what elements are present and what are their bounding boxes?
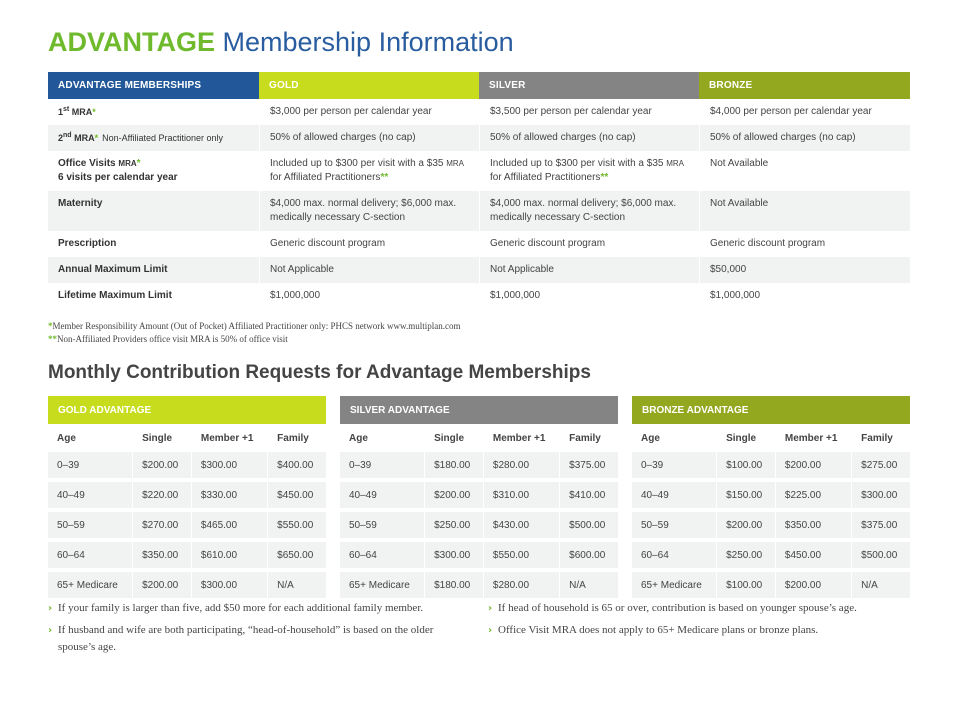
silver-cell: $310.00 <box>483 482 559 508</box>
silver-table-title: SILVER ADVANTAGE <box>340 396 618 424</box>
silver-cell: $600.00 <box>559 542 618 568</box>
chevron-right-icon: › <box>488 625 493 636</box>
silver-cell: $430.00 <box>483 512 559 538</box>
gold-column-header: Family <box>267 424 326 452</box>
gold-cell: $650.00 <box>267 542 326 568</box>
header-silver: SILVER <box>479 72 699 99</box>
table-row <box>632 482 910 508</box>
row-prescription-bronze: Generic discount program <box>699 231 910 257</box>
bronze-cell: $225.00 <box>775 482 851 508</box>
bronze-contribution-table <box>632 396 910 598</box>
gold-cell: 60–64 <box>48 542 132 568</box>
membership-header-row <box>48 72 910 99</box>
gold-cell: 50–59 <box>48 512 132 538</box>
silver-cell: 50–59 <box>340 512 424 538</box>
bronze-cell: $200.00 <box>775 572 851 598</box>
table-row <box>48 452 326 478</box>
table-row <box>632 452 910 478</box>
silver-cell: 0–39 <box>340 452 424 478</box>
footnote-2: **Non-Affiliated Providers office visit MRA is 50% of office visit <box>48 334 288 344</box>
footnotes <box>48 320 460 346</box>
chevron-right-icon: › <box>48 603 53 614</box>
silver-column-header: Single <box>424 424 483 452</box>
row-maternity-bronze: Not Available <box>699 191 910 231</box>
list-item: › If your family is larger than five, add $50 more for each additional family member. <box>48 600 448 617</box>
row-prescription <box>48 231 910 257</box>
table-row <box>48 572 326 598</box>
gold-cell: $550.00 <box>267 512 326 538</box>
silver-cell: $500.00 <box>559 512 618 538</box>
table-row <box>48 482 326 508</box>
silver-cell: 65+ Medicare <box>340 572 424 598</box>
bronze-cell: 40–49 <box>632 482 716 508</box>
gold-cell: $200.00 <box>132 572 191 598</box>
gold-cell: N/A <box>267 572 326 598</box>
gold-cell: $465.00 <box>191 512 267 538</box>
title-rest: Membership Information <box>222 27 514 57</box>
gold-cell: $220.00 <box>132 482 191 508</box>
gold-cell: $300.00 <box>191 572 267 598</box>
header-bronze: BRONZE <box>699 72 910 99</box>
bronze-cell: $275.00 <box>851 452 910 478</box>
bronze-column-header: Age <box>641 432 660 444</box>
silver-cell: N/A <box>559 572 618 598</box>
gold-header-row <box>48 396 326 424</box>
row-annual-bronze: $50,000 <box>699 257 910 283</box>
row-lifetime-label: Lifetime Maximum Limit <box>58 290 172 301</box>
silver-column-header: Age <box>349 432 368 444</box>
row-annual-max <box>48 257 910 283</box>
table-row <box>340 572 618 598</box>
footnote-1: *Member Responsibility Amount (Out of Pocket) Affiliated Practitioner only: PHCS network www.multiplan.com <box>48 321 461 331</box>
gold-column-header: Single <box>132 424 191 452</box>
row-mra1-gold: $3,000 per person per calendar year <box>259 99 479 125</box>
table-row <box>340 512 618 538</box>
table-row <box>340 482 618 508</box>
row-office-bronze: Not Available <box>699 151 910 191</box>
silver-cell: $410.00 <box>559 482 618 508</box>
bronze-cell: 0–39 <box>632 452 716 478</box>
row-maternity-gold: $4,000 max. normal delivery; $6,000 max. medically necessary C-section <box>259 191 479 231</box>
bronze-cell: $450.00 <box>775 542 851 568</box>
silver-cell: 40–49 <box>340 482 424 508</box>
row-prescription-gold: Generic discount program <box>259 231 479 257</box>
gold-cell: $300.00 <box>191 452 267 478</box>
row-mra1-label: 1st MRA* <box>58 106 96 117</box>
row-prescription-silver: Generic discount program <box>479 231 699 257</box>
gold-cell: 65+ Medicare <box>48 572 132 598</box>
row-maternity <box>48 191 910 231</box>
title-brand: ADVANTAGE <box>48 27 215 57</box>
gold-contribution-table <box>48 396 326 598</box>
gold-cell: $350.00 <box>132 542 191 568</box>
list-item: › If head of household is 65 or over, contribution is based on younger spouse’s age. <box>488 600 908 617</box>
row-mra2-label: 2nd MRA* Non-Affiliated Practitioner only <box>48 125 259 151</box>
table-row <box>632 542 910 568</box>
header-gold: GOLD <box>259 72 479 99</box>
silver-contribution-table <box>340 396 618 598</box>
row-lifetime-gold: $1,000,000 <box>259 283 479 309</box>
silver-cell: $180.00 <box>424 572 483 598</box>
row-mra2-silver: 50% of allowed charges (no cap) <box>479 125 699 151</box>
row-mra1-bronze: $4,000 per person per calendar year <box>699 99 910 125</box>
gold-column-row <box>48 424 326 452</box>
membership-table <box>48 72 910 309</box>
bronze-column-header: Single <box>716 424 775 452</box>
bronze-cell: $200.00 <box>775 452 851 478</box>
gold-cell: $610.00 <box>191 542 267 568</box>
gold-cell: $330.00 <box>191 482 267 508</box>
bronze-cell: 65+ Medicare <box>632 572 716 598</box>
row-annual-label: Annual Maximum Limit <box>48 257 259 283</box>
bronze-column-header: Member +1 <box>775 424 851 452</box>
row-lifetime-bronze: $1,000,000 <box>699 283 910 309</box>
row-lifetime-silver: $1,000,000 <box>479 283 699 309</box>
gold-cell: $450.00 <box>267 482 326 508</box>
row-mra2-bronze: 50% of allowed charges (no cap) <box>699 125 910 151</box>
notes-right <box>488 600 908 644</box>
silver-cell: 60–64 <box>340 542 424 568</box>
silver-cell: $550.00 <box>483 542 559 568</box>
table-row <box>340 452 618 478</box>
table-row <box>632 512 910 538</box>
gold-cell: 0–39 <box>48 452 132 478</box>
bronze-cell: 60–64 <box>632 542 716 568</box>
bronze-table-title: BRONZE ADVANTAGE <box>632 396 910 424</box>
row-annual-gold: Not Applicable <box>259 257 479 283</box>
gold-cell: $400.00 <box>267 452 326 478</box>
row-office-gold: Included up to $300 per visit with a $35 MRA for Affiliated Practitioners** <box>259 151 479 191</box>
bronze-cell: $100.00 <box>716 452 775 478</box>
bronze-cell: $300.00 <box>851 482 910 508</box>
gold-column-header: Member +1 <box>191 424 267 452</box>
bronze-cell: $500.00 <box>851 542 910 568</box>
silver-cell: $180.00 <box>424 452 483 478</box>
table-row <box>632 572 910 598</box>
silver-column-header: Family <box>559 424 618 452</box>
bronze-cell: $200.00 <box>716 512 775 538</box>
row-mra2-gold: 50% of allowed charges (no cap) <box>259 125 479 151</box>
silver-cell: $200.00 <box>424 482 483 508</box>
row-maternity-label: Maternity <box>48 191 259 231</box>
gold-table-title: GOLD ADVANTAGE <box>48 396 326 424</box>
row-annual-silver: Not Applicable <box>479 257 699 283</box>
silver-cell: $375.00 <box>559 452 618 478</box>
chevron-right-icon: › <box>48 625 53 636</box>
row-maternity-silver: $4,000 max. normal delivery; $6,000 max. medically necessary C-section <box>479 191 699 231</box>
chevron-right-icon: › <box>488 603 493 614</box>
row-office-visits <box>48 151 910 191</box>
bronze-cell: 50–59 <box>632 512 716 538</box>
list-item: › Office Visit MRA does not apply to 65+ Medicare plans or bronze plans. <box>488 622 908 639</box>
bronze-column-row <box>632 424 910 452</box>
bronze-cell: $150.00 <box>716 482 775 508</box>
bronze-cell: N/A <box>851 572 910 598</box>
bronze-header-row <box>632 396 910 424</box>
gold-cell: $200.00 <box>132 452 191 478</box>
silver-cell: $300.00 <box>424 542 483 568</box>
silver-cell: $280.00 <box>483 572 559 598</box>
bronze-cell: $100.00 <box>716 572 775 598</box>
table-row <box>48 542 326 568</box>
silver-cell: $280.00 <box>483 452 559 478</box>
silver-column-header: Member +1 <box>483 424 559 452</box>
silver-cell: $250.00 <box>424 512 483 538</box>
table-row <box>48 512 326 538</box>
table-row <box>340 542 618 568</box>
row-mra1-silver: $3,500 per person per calendar year <box>479 99 699 125</box>
bronze-cell: $350.00 <box>775 512 851 538</box>
contributions-title: Monthly Contribution Requests for Advantage Memberships <box>48 362 591 383</box>
row-lifetime-max <box>48 283 910 309</box>
gold-column-header: Age <box>57 432 76 444</box>
gold-cell: $270.00 <box>132 512 191 538</box>
bronze-cell: $375.00 <box>851 512 910 538</box>
header-advantage-memberships: ADVANTAGE MEMBERSHIPS <box>48 72 259 99</box>
row-mra1 <box>48 99 910 125</box>
row-office-label: Office Visits MRA* 6 visits per calendar year <box>58 158 178 183</box>
silver-column-row <box>340 424 618 452</box>
bronze-column-header: Family <box>851 424 910 452</box>
page-title <box>48 24 514 60</box>
notes-left <box>48 600 448 661</box>
gold-cell: 40–49 <box>48 482 132 508</box>
row-office-silver: Included up to $300 per visit with a $35 MRA for Affiliated Practitioners** <box>479 151 699 191</box>
row-mra2 <box>48 125 910 151</box>
silver-header-row <box>340 396 618 424</box>
list-item: › If husband and wife are both participating, “head-of-household” is based on the older spouse’s age. <box>48 624 434 653</box>
bronze-cell: $250.00 <box>716 542 775 568</box>
row-prescription-label: Prescription <box>58 238 117 249</box>
